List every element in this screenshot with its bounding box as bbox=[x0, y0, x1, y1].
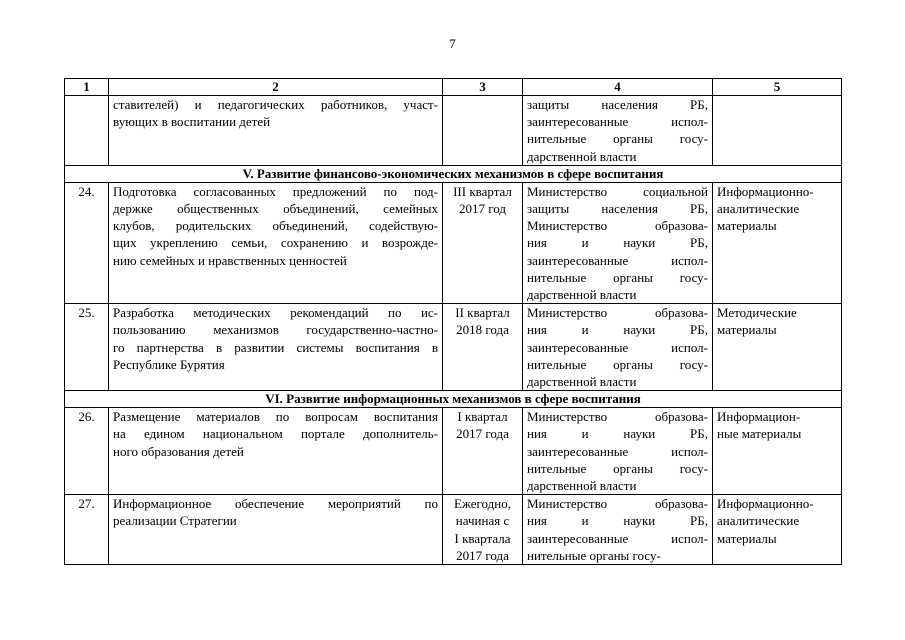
text-line: I квартала bbox=[454, 530, 511, 546]
section-title: V. Развитие финансово-экономических механизмов в сфере воспитания bbox=[65, 165, 842, 182]
text-line: Информационно- bbox=[717, 183, 814, 199]
text-line: заинтересованные испол- bbox=[527, 530, 708, 546]
result-cell bbox=[713, 304, 842, 391]
text-line: защиты населения РБ, bbox=[527, 201, 708, 217]
section-row bbox=[65, 391, 842, 408]
text-line: материалы bbox=[717, 322, 777, 338]
text-line: материалы bbox=[717, 530, 777, 546]
number-cell: 24. bbox=[65, 182, 109, 303]
text-line: аналитические bbox=[717, 201, 800, 217]
text-line: дарственной власти bbox=[527, 374, 637, 390]
text-line: пользованию механизмов государственно-частно- bbox=[113, 322, 438, 338]
text-line: Разработка методических рекомендаций по ис- bbox=[113, 305, 438, 321]
page-number: 7 bbox=[449, 36, 456, 51]
text-line: защиты населения РБ, bbox=[527, 97, 708, 112]
text-line: нительные органы госу- bbox=[527, 131, 708, 147]
header-cell: 2 bbox=[109, 79, 443, 96]
text-line: Информационно- bbox=[717, 496, 814, 512]
text-line: дарственной власти bbox=[527, 478, 637, 494]
deadline-cell bbox=[443, 408, 523, 495]
responsible-cell bbox=[523, 408, 713, 495]
responsible-cell bbox=[523, 304, 713, 391]
result-cell bbox=[713, 182, 842, 303]
text-line: ные материалы bbox=[717, 426, 802, 442]
text-line: на едином национальном портале дополнитель- bbox=[113, 426, 438, 442]
text-line: заинтересованные испол- bbox=[527, 443, 708, 459]
activity-row bbox=[65, 408, 842, 495]
text-line: реализации Стратегии bbox=[113, 513, 237, 529]
activity-row bbox=[65, 495, 842, 565]
text-line: дарственной власти bbox=[527, 148, 637, 164]
text-line: нительные органы госу- bbox=[527, 356, 708, 372]
text-line: ния и науки РБ, bbox=[527, 513, 708, 529]
description-cell bbox=[109, 495, 443, 565]
text-line: 2017 года bbox=[456, 426, 509, 442]
description-cell bbox=[109, 408, 443, 495]
deadline-cell bbox=[443, 182, 523, 303]
text-line: клубов, родительских объединений, содействую- bbox=[113, 218, 438, 234]
activity-row bbox=[65, 304, 842, 391]
continuation-row bbox=[65, 96, 842, 166]
text-line: аналитические bbox=[717, 513, 800, 529]
text-line: Размещение материалов по вопросам воспитания bbox=[113, 409, 438, 425]
text-line: ного образования детей bbox=[113, 443, 244, 459]
text-line: дарственной власти bbox=[527, 287, 637, 303]
text-line: ния и науки РБ, bbox=[527, 235, 708, 251]
result-cell bbox=[713, 408, 842, 495]
number-cell: 25. bbox=[65, 304, 109, 391]
description-cell bbox=[109, 304, 443, 391]
text-line: 2017 год bbox=[459, 201, 506, 217]
text-line: Методические bbox=[717, 305, 797, 321]
text-line: 2017 года bbox=[456, 547, 509, 563]
text-line: III квартал bbox=[453, 183, 512, 199]
header-cell: 3 bbox=[443, 79, 523, 96]
header-row bbox=[65, 79, 842, 96]
text-line: нительные органы госу- bbox=[527, 269, 708, 285]
deadline-cell bbox=[443, 304, 523, 391]
text-line: вующих в воспитании детей bbox=[113, 114, 271, 130]
section-row bbox=[65, 165, 842, 182]
deadline-cell bbox=[443, 495, 523, 565]
text-line: материалы bbox=[717, 218, 777, 234]
text-line: Республике Бурятия bbox=[113, 356, 225, 372]
number-cell: 26. bbox=[65, 408, 109, 495]
text-line: щих укреплению семьи, сохранению и возрожде- bbox=[113, 235, 438, 251]
text-line: нительные органы госу- bbox=[527, 460, 708, 476]
text-line: го партнерства в развитии системы воспитания в bbox=[113, 339, 438, 355]
text-line: ставителей) и педагогических работников, участ- bbox=[113, 97, 438, 112]
text-line: II квартал bbox=[455, 305, 510, 321]
responsible-cell bbox=[523, 96, 713, 166]
header-cell: 4 bbox=[523, 79, 713, 96]
text-line: ния и науки РБ, bbox=[527, 426, 708, 442]
text-line: нительные органы госу- bbox=[527, 547, 661, 563]
text-line: держке общественных объединений, семейных bbox=[113, 201, 438, 217]
result-cell bbox=[713, 96, 842, 166]
header-cell: 1 bbox=[65, 79, 109, 96]
plan-table bbox=[64, 78, 842, 565]
responsible-cell bbox=[523, 495, 713, 565]
section-title: VI. Развитие информационных механизмов в сфере воспитания bbox=[65, 391, 842, 408]
text-line: Министерство образова- bbox=[527, 409, 708, 425]
number-cell bbox=[65, 96, 109, 166]
text-line: Информационное обеспечение мероприятий по bbox=[113, 496, 438, 512]
header-cell: 5 bbox=[713, 79, 842, 96]
text-line: Подготовка согласованных предложений по под- bbox=[113, 183, 438, 199]
activity-row bbox=[65, 182, 842, 303]
result-cell bbox=[713, 495, 842, 565]
responsible-cell bbox=[523, 182, 713, 303]
text-line: нию семейных и нравственных ценностей bbox=[113, 252, 347, 268]
text-line: заинтересованные испол- bbox=[527, 252, 708, 268]
text-line: I квартал bbox=[457, 409, 508, 425]
text-line: 2018 года bbox=[456, 322, 509, 338]
text-line: заинтересованные испол- bbox=[527, 339, 708, 355]
text-line: Министерство образова- bbox=[527, 218, 708, 234]
text-line: заинтересованные испол- bbox=[527, 114, 708, 130]
number-cell: 27. bbox=[65, 495, 109, 565]
description-cell bbox=[109, 182, 443, 303]
description-cell bbox=[109, 96, 443, 166]
text-line: Министерство образова- bbox=[527, 305, 708, 321]
deadline-cell bbox=[443, 96, 523, 166]
text-line: Министерство образова- bbox=[527, 496, 708, 512]
text-line: Информацион- bbox=[717, 409, 801, 425]
text-line: ния и науки РБ, bbox=[527, 322, 708, 338]
text-line: Министерство социальной bbox=[527, 183, 708, 199]
text-line: Ежегодно, bbox=[454, 496, 511, 512]
text-line: начиная с bbox=[455, 513, 510, 529]
